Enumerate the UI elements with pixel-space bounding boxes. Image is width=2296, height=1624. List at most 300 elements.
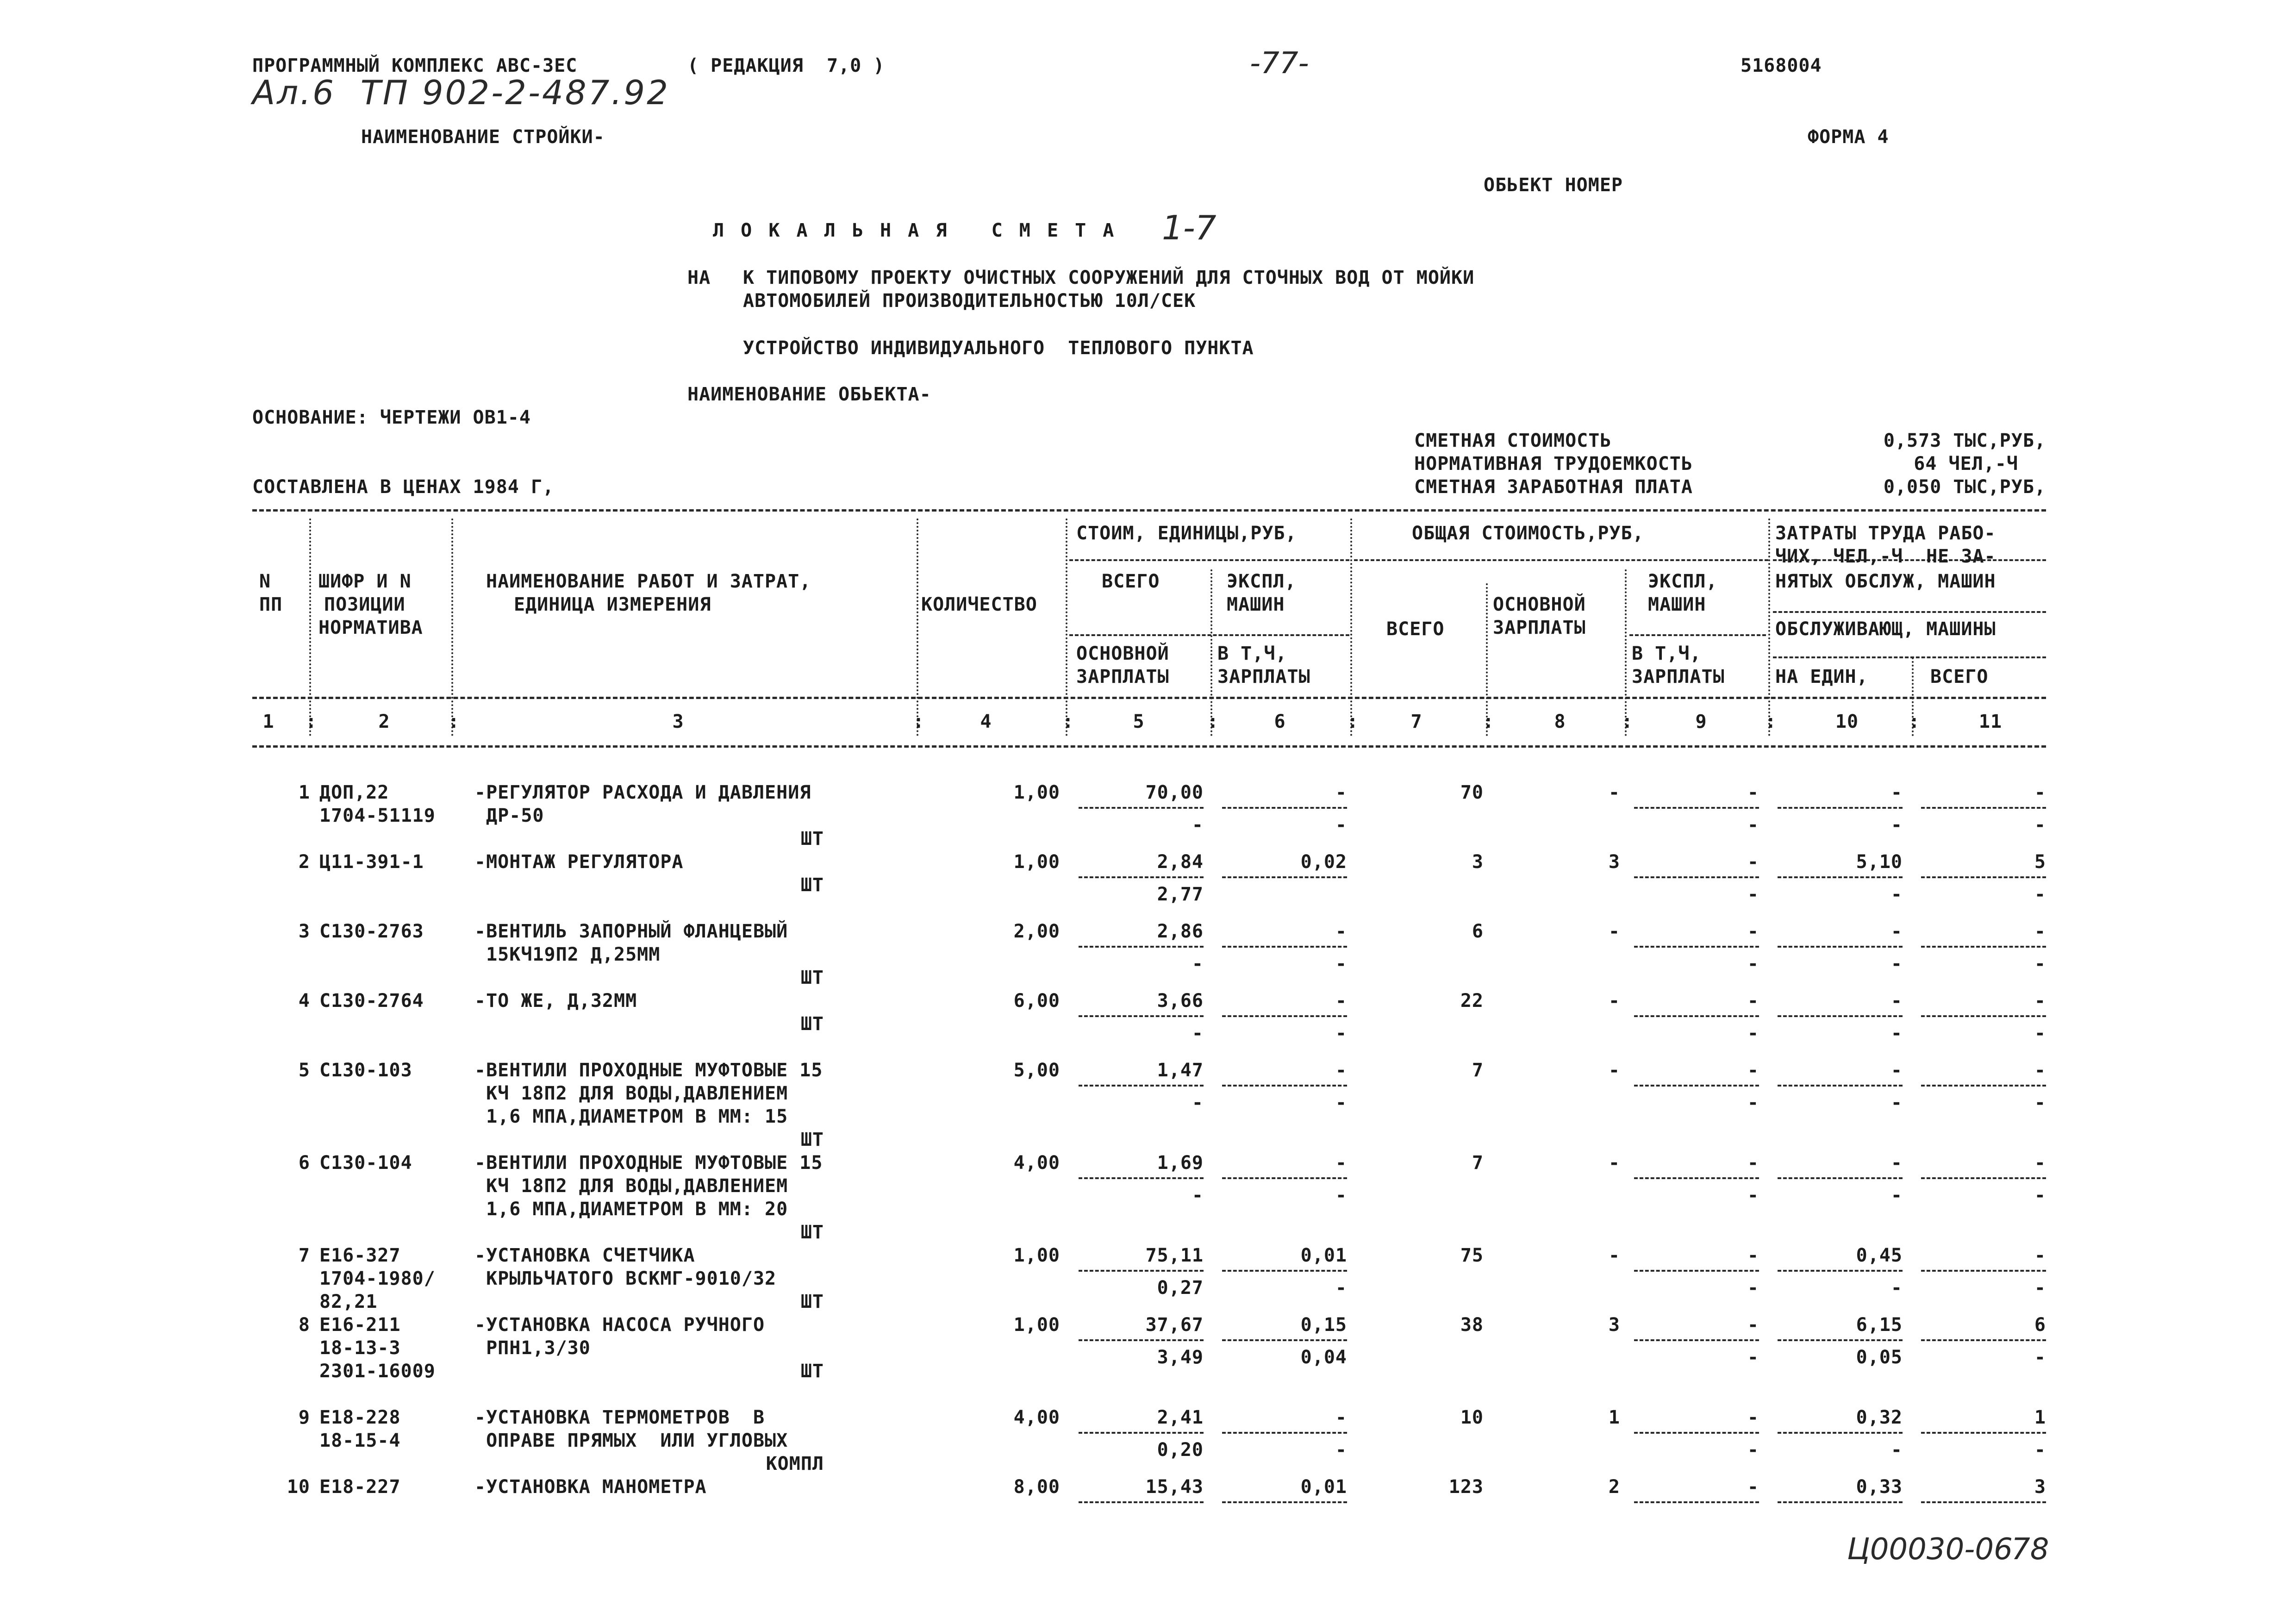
cell-divider	[1222, 1177, 1347, 1179]
unit-wage: 3,49	[1157, 1347, 1204, 1368]
unit-cost-machines: 0,01	[1300, 1476, 1347, 1498]
cell-divider	[1222, 1015, 1347, 1017]
norm-code: С130-104	[319, 1152, 412, 1174]
norm-code: ДОП,22	[319, 782, 389, 803]
column-number: 1	[262, 711, 275, 732]
handwritten-page-number: 78	[2011, 1532, 2049, 1567]
cell-divider	[1778, 1432, 1903, 1434]
total-wage-head: ЗАРПЛАТЫ	[1493, 617, 1586, 638]
unit-cost-total: 1,69	[1157, 1152, 1204, 1174]
cell-divider	[1921, 1432, 2046, 1434]
cell-divider	[1921, 1015, 2046, 1017]
total-machines: -	[1747, 851, 1759, 873]
unit-cost-machines: -	[1335, 921, 1347, 942]
labor-total-head: ВСЕГО	[1930, 666, 1989, 687]
numbers-bottom-rule	[252, 745, 2046, 748]
cell-divider	[1222, 876, 1347, 878]
group-rule	[1069, 559, 1349, 561]
work-name: 1,6 МПА,ДИАМЕТРОМ В ММ: 20	[474, 1199, 788, 1220]
unit-wage: -	[1192, 814, 1204, 836]
unit-of-measure: ШТ	[800, 828, 824, 849]
column-number: 10	[1835, 711, 1859, 732]
cell-divider	[1634, 946, 1759, 948]
work-name: ДР-50	[474, 805, 544, 826]
norm-code: С130-2763	[319, 921, 424, 942]
total-machines: -	[1747, 990, 1759, 1012]
work-name: -ТО ЖЕ, Д,32ММ	[474, 990, 637, 1012]
labor-per-unit: -	[1890, 990, 1903, 1012]
column-number: 7	[1410, 711, 1423, 732]
total-mach-head: МАШИН	[1648, 594, 1706, 615]
unit-wage-machines: -	[1335, 1439, 1347, 1461]
cell-divider	[1079, 1085, 1204, 1087]
column-separator	[1768, 518, 1770, 736]
total-cost: 123	[1448, 1476, 1484, 1498]
forma-label: ФОРМА 4	[1808, 126, 1889, 148]
unit-wage-machines: 0,04	[1300, 1347, 1347, 1368]
norm-code: Ц11-391-1	[319, 851, 424, 873]
unit-wage-head: ЗАРПЛАТЫ	[1076, 666, 1169, 687]
quantity: 1,00	[1013, 782, 1060, 803]
object-name-label: НАИМЕНОВАНИЕ ОБЬЕКТА-	[687, 384, 931, 405]
unit-cost-total: 70,00	[1145, 782, 1204, 803]
summary-value: 0,573 ТЫС,РУБ,	[1883, 430, 2046, 451]
quantity: 8,00	[1013, 1476, 1060, 1498]
labor-machines-unit: -	[1890, 884, 1903, 905]
labor-per-unit: -	[1890, 921, 1903, 942]
cell-divider	[1222, 946, 1347, 948]
subject-line-2: АВТОМОБИЛЕЙ ПРОИЗВОДИТЕЛЬНОСТЬЮ 10Л/СЕК	[743, 290, 1196, 312]
total-wage-machines: -	[1747, 1439, 1759, 1461]
unit-cost-total: 2,41	[1157, 1407, 1204, 1428]
work-name: -УСТАНОВКА НАСОСА РУЧНОГО	[474, 1314, 765, 1336]
norm-code: 1704-51119	[319, 805, 436, 826]
row-number: 10	[287, 1476, 310, 1498]
na-label: НА	[687, 267, 711, 288]
total-cost: 3	[1472, 851, 1484, 873]
labor-total: -	[2034, 921, 2046, 942]
group-rule	[1354, 559, 1768, 561]
row-number: 5	[298, 1060, 310, 1081]
unit-cost-machines: 0,15	[1300, 1314, 1347, 1336]
quantity: 2,00	[1013, 921, 1060, 942]
unit-cost-machines: -	[1335, 1407, 1347, 1428]
column-number: 8	[1554, 711, 1566, 732]
total-cost: 10	[1460, 1407, 1484, 1428]
unit-wage: -	[1192, 1023, 1204, 1044]
unit-of-measure: КОМПЛ	[766, 1453, 824, 1474]
cell-divider	[1079, 807, 1204, 809]
labor-per-unit: -	[1890, 1152, 1903, 1174]
cell-divider	[1921, 1085, 2046, 1087]
summary-label: СМЕТНАЯ ЗАРАБОТНАЯ ПЛАТА	[1414, 476, 1693, 498]
stroyka-label: НАИМЕНОВАНИЕ СТРОЙКИ-	[361, 126, 605, 148]
unit-wage-machines: -	[1335, 1185, 1347, 1206]
cell-divider	[1079, 1270, 1204, 1272]
col1-head: N	[259, 571, 271, 592]
group-total-cost: ОБЩАЯ СТОИМОСТЬ,РУБ,	[1412, 523, 1644, 544]
unit-cost-total: 1,47	[1157, 1060, 1204, 1081]
labor-per-unit: 0,32	[1856, 1407, 1903, 1428]
unit-cost-machines: -	[1335, 990, 1347, 1012]
column-number: 6	[1274, 711, 1286, 732]
table-top-rule	[252, 509, 2046, 512]
column-number: 2	[378, 711, 390, 732]
cell-divider	[1634, 1177, 1759, 1179]
total-wage-machines: -	[1747, 953, 1759, 974]
cell-divider	[1778, 1501, 1903, 1503]
cell-divider	[1079, 1015, 1204, 1017]
cell-divider	[1921, 1501, 2046, 1503]
unit-of-measure: ШТ	[800, 1361, 824, 1382]
work-name: 15КЧ19П2 Д,25ММ	[474, 944, 661, 965]
cell-divider	[1778, 1339, 1903, 1341]
column-number: 9	[1695, 711, 1707, 732]
cell-divider	[1778, 1270, 1903, 1272]
summary-value: 0,050 ТЫС,РУБ,	[1883, 476, 2046, 498]
unit-wage: -	[1192, 1185, 1204, 1206]
cell-divider	[1921, 807, 2046, 809]
labor-total: 1	[2034, 1407, 2046, 1428]
labor-per-unit: 5,10	[1856, 851, 1903, 873]
row-number: 6	[298, 1152, 310, 1174]
row-number: 8	[298, 1314, 310, 1336]
unit-wage-mach-head: В Т,Ч,	[1217, 643, 1287, 664]
unit-of-measure: ШТ	[800, 874, 824, 896]
labor-per-unit: 0,33	[1856, 1476, 1903, 1498]
work-name: КЧ 18П2 ДЛЯ ВОДЫ,ДАВЛЕНИЕМ	[474, 1083, 788, 1104]
unit-cost-total: 2,86	[1157, 921, 1204, 942]
unit-wage-machines: -	[1335, 1092, 1347, 1113]
column-number: 11	[1978, 711, 2003, 732]
norm-code: 18-13-3	[319, 1337, 401, 1359]
work-name: 1,6 МПА,ДИАМЕТРОМ В ММ: 15	[474, 1106, 788, 1127]
total-wage: -	[1608, 990, 1620, 1012]
cell-divider	[1222, 1339, 1347, 1341]
cell-divider	[1778, 807, 1903, 809]
total-machines: -	[1747, 1314, 1759, 1336]
cell-divider	[1921, 1339, 2046, 1341]
work-name: -РЕГУЛЯТОР РАСХОДА И ДАВЛЕНИЯ	[474, 782, 811, 803]
total-wage-machines: -	[1747, 1092, 1759, 1113]
estimate-number: 1-7	[1162, 208, 1217, 247]
total-wage-machines: -	[1747, 1185, 1759, 1206]
unit-wage-head: ОСНОВНОЙ	[1076, 643, 1169, 664]
quantity: 1,00	[1013, 1314, 1060, 1336]
column-number: 5	[1133, 711, 1145, 732]
work-name: -УСТАНОВКА СЧЕТЧИКА	[474, 1245, 695, 1266]
total-wage: 2	[1608, 1476, 1620, 1498]
total-cost: 70	[1460, 782, 1484, 803]
labor-machines-unit: 0,05	[1856, 1347, 1903, 1368]
norm-code: 1704-1980/	[319, 1268, 436, 1289]
total-mach-head: ЭКСПЛ,	[1648, 571, 1718, 592]
labor-machines-unit: -	[1890, 1092, 1903, 1113]
labor-head: ЧИХ, ЧЕЛ,-Ч НЕ ЗА-	[1775, 546, 1996, 567]
norm-code: Е18-227	[319, 1476, 401, 1498]
unit-wage-machines: -	[1335, 1023, 1347, 1044]
column-separator	[1350, 518, 1352, 736]
cell-divider	[1634, 1015, 1759, 1017]
total-cost: 7	[1472, 1152, 1484, 1174]
work-name: РПН1,3/30	[474, 1337, 591, 1359]
row-number: 2	[298, 851, 310, 873]
total-wage: -	[1608, 921, 1620, 942]
labor-machines-total: -	[2034, 1347, 2046, 1368]
sub-rule	[1773, 656, 2046, 658]
unit-wage: 2,77	[1157, 884, 1204, 905]
unit-total-head: ВСЕГО	[1102, 571, 1160, 592]
handwritten-reference: Ал.6 ТП 902-2-487.92	[252, 73, 670, 112]
labor-machines-unit: -	[1890, 1185, 1903, 1206]
unit-of-measure: ШТ	[800, 1291, 824, 1312]
total-cost: 22	[1460, 990, 1484, 1012]
total-wage-head: ОСНОВНОЙ	[1493, 594, 1586, 615]
page-title: Л О К А Л Ь Н А Я С М Е Т А	[713, 220, 1117, 241]
norm-code: Е16-327	[319, 1245, 401, 1266]
total-cost: 38	[1460, 1314, 1484, 1336]
total-machines: -	[1747, 1060, 1759, 1081]
column-separator	[451, 518, 453, 736]
total-wage-machines: -	[1747, 1023, 1759, 1044]
col2-head: ПОЗИЦИИ	[324, 594, 406, 615]
total-wage: 3	[1608, 851, 1620, 873]
labor-machines-total: -	[2034, 1092, 2046, 1113]
unit-cost-machines: -	[1335, 1152, 1347, 1174]
labor-machines-total: -	[2034, 1023, 2046, 1044]
labor-per-unit: 6,15	[1856, 1314, 1903, 1336]
subject-line-1: К ТИПОВОМУ ПРОЕКТУ ОЧИСТНЫХ СООРУЖЕНИЙ ДЛЯ СТОЧНЫХ ВОД ОТ МОЙКИ	[743, 267, 1475, 288]
cell-divider	[1634, 1270, 1759, 1272]
labor-machines-total: -	[2034, 814, 2046, 836]
labor-total: -	[2034, 782, 2046, 803]
work-name: -УСТАНОВКА ТЕРМОМЕТРОВ В	[474, 1407, 765, 1428]
row-number: 3	[298, 921, 310, 942]
col3-head: НАИМЕНОВАНИЕ РАБОТ И ЗАТРАТ,	[486, 571, 811, 592]
sub-rule	[1069, 634, 1349, 636]
cell-divider	[1634, 1501, 1759, 1503]
labor-per-unit: -	[1890, 1060, 1903, 1081]
cell-divider	[1222, 1501, 1347, 1503]
unit-of-measure: ШТ	[800, 967, 824, 988]
labor-machines-unit: -	[1890, 1277, 1903, 1299]
row-number: 1	[298, 782, 310, 803]
cell-divider	[1079, 1339, 1204, 1341]
sub-rule	[1629, 634, 1766, 636]
work-name: -ВЕНТИЛЬ ЗАПОРНЫЙ ФЛАНЦЕВЫЙ	[474, 921, 788, 942]
total-machines: -	[1747, 1245, 1759, 1266]
total-head: ВСЕГО	[1386, 618, 1445, 640]
page-number: -77-	[1250, 46, 1309, 81]
unit-cost-total: 2,84	[1157, 851, 1204, 873]
column-separator	[1066, 518, 1067, 736]
total-machines: -	[1747, 782, 1759, 803]
labor-mach-head: ОБСЛУЖИВАЮЩ, МАШИНЫ	[1775, 618, 1996, 640]
quantity: 1,00	[1013, 1245, 1060, 1266]
total-machines: -	[1747, 1476, 1759, 1498]
column-number: 3	[672, 711, 684, 732]
labor-total: -	[2034, 990, 2046, 1012]
labor-total: 6	[2034, 1314, 2046, 1336]
cell-divider	[1079, 876, 1204, 878]
labor-machines-total: -	[2034, 1439, 2046, 1461]
document-code: 5168004	[1741, 55, 1822, 76]
labor-total: -	[2034, 1060, 2046, 1081]
edition: ( РЕДАКЦИЯ 7,0 )	[687, 55, 885, 76]
column-separator	[917, 518, 918, 736]
total-wage: 1	[1608, 1407, 1620, 1428]
total-wage-mach-head: В Т,Ч,	[1632, 643, 1702, 664]
total-wage-mach-head: ЗАРПЛАТЫ	[1632, 666, 1725, 687]
labor-machines-total: -	[2034, 884, 2046, 905]
unit-cost-machines: 0,02	[1300, 851, 1347, 873]
total-wage: -	[1608, 1245, 1620, 1266]
total-wage-machines: -	[1747, 1277, 1759, 1299]
labor-total: 3	[2034, 1476, 2046, 1498]
labor-machines-total: -	[2034, 1277, 2046, 1299]
total-cost: 7	[1472, 1060, 1484, 1081]
norm-code: 2301-16009	[319, 1361, 436, 1382]
unit-cost-machines: -	[1335, 1060, 1347, 1081]
cell-divider	[1634, 876, 1759, 878]
col2-head: НОРМАТИВА	[318, 617, 423, 638]
cell-divider	[1079, 946, 1204, 948]
total-wage-machines: -	[1747, 1347, 1759, 1368]
total-cost: 6	[1472, 921, 1484, 942]
column-number: 4	[980, 711, 992, 732]
total-wage: -	[1608, 1060, 1620, 1081]
unit-wage: 0,27	[1157, 1277, 1204, 1299]
cell-divider	[1634, 1432, 1759, 1434]
unit-wage: -	[1192, 1092, 1204, 1113]
row-number: 4	[298, 990, 310, 1012]
unit-wage-machines: -	[1335, 814, 1347, 836]
unit-mach-head: МАШИН	[1227, 594, 1285, 615]
summary-label: НОРМАТИВНАЯ ТРУДОЕМКОСТЬ	[1414, 453, 1693, 475]
total-wage-machines: -	[1747, 814, 1759, 836]
cell-divider	[1222, 1432, 1347, 1434]
unit-cost-machines: -	[1335, 782, 1347, 803]
unit-cost-total: 3,66	[1157, 990, 1204, 1012]
labor-total: 5	[2034, 851, 2046, 873]
cell-divider	[1634, 1085, 1759, 1087]
total-wage-machines: -	[1747, 884, 1759, 905]
labor-machines-unit: -	[1890, 1023, 1903, 1044]
work-name: -УСТАНОВКА МАНОМЕТРА	[474, 1476, 707, 1498]
unit-cost-total: 75,11	[1145, 1245, 1204, 1266]
cell-divider	[1079, 1177, 1204, 1179]
row-number: 7	[298, 1245, 310, 1266]
labor-machines-unit: -	[1890, 1439, 1903, 1461]
cell-divider	[1778, 1015, 1903, 1017]
total-machines: -	[1747, 921, 1759, 942]
summary-label: СМЕТНАЯ СТОИМОСТЬ	[1414, 430, 1612, 451]
unit-wage-mach-head: ЗАРПЛАТЫ	[1217, 666, 1310, 687]
summary-value: 64 ЧЕЛ,-Ч	[1914, 453, 2018, 475]
unit-wage-machines: -	[1335, 1277, 1347, 1299]
cell-divider	[1921, 1270, 2046, 1272]
work-name: -ВЕНТИЛИ ПРОХОДНЫЕ МУФТОВЫЕ 15	[474, 1060, 823, 1081]
column-separator	[309, 518, 311, 736]
prices-basis: СОСТАВЛЕНА В ЦЕНАХ 1984 Г,	[252, 476, 555, 498]
norm-code: С130-103	[319, 1060, 412, 1081]
cell-divider	[1079, 1432, 1204, 1434]
unit-cost-total: 15,43	[1145, 1476, 1204, 1498]
quantity: 1,00	[1013, 851, 1060, 873]
labor-machines-total: -	[2034, 1185, 2046, 1206]
program-name: ПРОГРАММНЫЙ КОМПЛЕКС АВС-3ЕС	[252, 55, 578, 76]
work-name: КЧ 18П2 ДЛЯ ВОДЫ,ДАВЛЕНИЕМ	[474, 1175, 788, 1197]
row-number: 9	[298, 1407, 310, 1428]
group-unit-cost: СТОИМ, ЕДИНИЦЫ,РУБ,	[1076, 523, 1297, 544]
labor-machines-total: -	[2034, 953, 2046, 974]
labor-head: НЯТЫХ ОБСЛУЖ, МАШИН	[1775, 571, 1996, 592]
labor-head: ЗАТРАТЫ ТРУДА РАБО-	[1775, 523, 1996, 544]
basis: ОСНОВАНИЕ: ЧЕРТЕЖИ ОВ1-4	[252, 407, 531, 428]
norm-code: 18-15-4	[319, 1430, 401, 1451]
cell-divider	[1222, 807, 1347, 809]
unit-of-measure: ШТ	[800, 1222, 824, 1243]
norm-code: Е18-228	[319, 1407, 401, 1428]
total-wage: -	[1608, 782, 1620, 803]
unit-cost-machines: 0,01	[1300, 1245, 1347, 1266]
norm-code: Е16-211	[319, 1314, 401, 1336]
total-cost: 75	[1460, 1245, 1484, 1266]
cell-divider	[1778, 876, 1903, 878]
norm-code: С130-2764	[319, 990, 424, 1012]
labor-machines-unit: -	[1890, 814, 1903, 836]
cell-divider	[1222, 1085, 1347, 1087]
cell-divider	[1778, 946, 1903, 948]
sub-rule	[1773, 611, 2046, 613]
col1-head: ПП	[259, 594, 283, 615]
cell-divider	[1921, 876, 2046, 878]
cell-divider	[1634, 807, 1759, 809]
labor-total: -	[2034, 1152, 2046, 1174]
cell-divider	[1778, 1177, 1903, 1179]
total-machines: -	[1747, 1407, 1759, 1428]
unit-wage: -	[1192, 953, 1204, 974]
work-name: -ВЕНТИЛИ ПРОХОДНЫЕ МУФТОВЫЕ 15	[474, 1152, 823, 1174]
quantity: 4,00	[1013, 1407, 1060, 1428]
handwritten-stamp: Ц00030-06	[1847, 1532, 2013, 1567]
norm-code: 82,21	[319, 1291, 378, 1312]
cell-divider	[1634, 1339, 1759, 1341]
object-number-label: ОБЬЕКТ НОМЕР	[1484, 175, 1623, 196]
cell-divider	[1921, 1177, 2046, 1179]
work-name: ОПРАВЕ ПРЯМЫХ ИЛИ УГЛОВЫХ	[474, 1430, 788, 1451]
total-wage: -	[1608, 1152, 1620, 1174]
unit-of-measure: ШТ	[800, 1013, 824, 1035]
labor-per-unit: 0,45	[1856, 1245, 1903, 1266]
unit-mach-head: ЭКСПЛ,	[1227, 571, 1297, 592]
cell-divider	[1222, 1270, 1347, 1272]
labor-unit-head: НА ЕДИН,	[1775, 666, 1868, 687]
unit-wage-machines: -	[1335, 953, 1347, 974]
unit-of-measure: ШТ	[800, 1129, 824, 1150]
labor-machines-unit: -	[1890, 953, 1903, 974]
header-bottom-rule	[252, 697, 2046, 699]
cell-divider	[1778, 1085, 1903, 1087]
quantity: 5,00	[1013, 1060, 1060, 1081]
col2-head: ШИФР И N	[318, 571, 412, 592]
work-name: КРЫЛЬЧАТОГО ВСКМГ-9010/32	[474, 1268, 777, 1289]
work-name: -МОНТАЖ РЕГУЛЯТОРА	[474, 851, 684, 873]
cell-divider	[1079, 1501, 1204, 1503]
labor-total: -	[2034, 1245, 2046, 1266]
labor-per-unit: -	[1890, 782, 1903, 803]
col3-head: ЕДИНИЦА ИЗМЕРЕНИЯ	[514, 594, 711, 615]
